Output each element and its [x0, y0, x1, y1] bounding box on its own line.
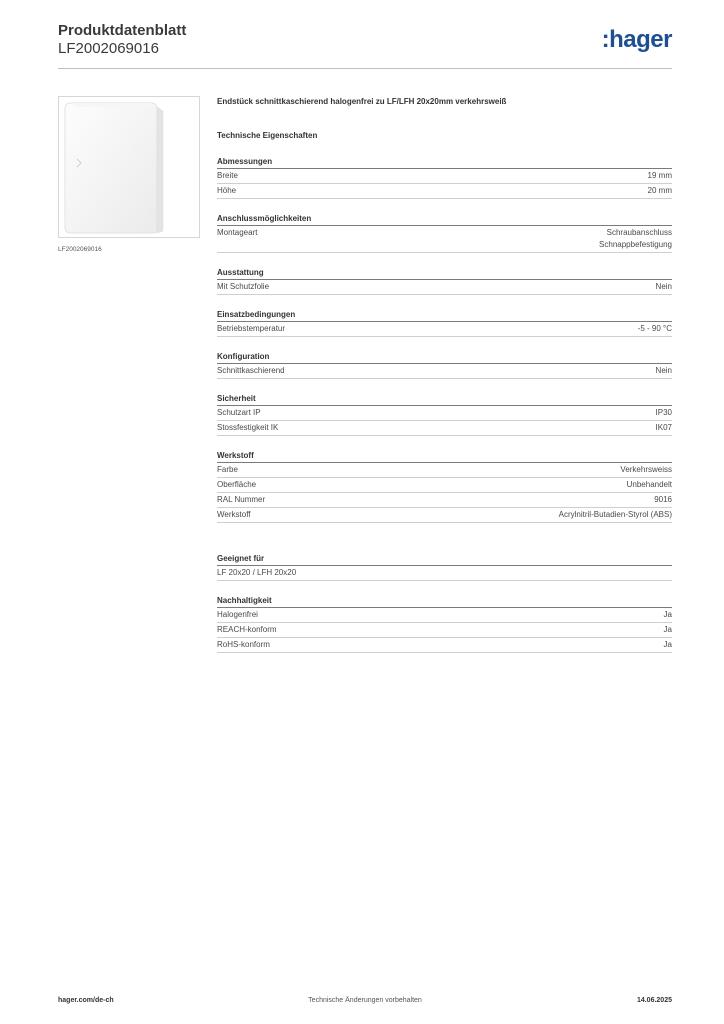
section-werkstoff [217, 450, 672, 523]
spec-label: Höhe [217, 186, 237, 195]
spec-label: Oberfläche [217, 480, 257, 489]
footer-notice: Technische Änderungen vorbehalten [308, 997, 422, 1004]
spec-value: 19 mm [647, 171, 672, 180]
header-divider [58, 68, 672, 69]
page-header [58, 22, 186, 58]
section-title: Geeignet für [217, 553, 672, 566]
spec-value: IK07 [655, 423, 672, 432]
spec-label: Halogenfrei [217, 610, 258, 619]
image-caption: LF2002069016 [58, 246, 102, 253]
spec-value: Acrylnitril-Butadien-Styrol (ABS) [558, 510, 672, 519]
section-title: Einsatzbedingungen [217, 309, 672, 322]
spec-value: Ja [663, 625, 672, 634]
spec-label: Montageart [217, 228, 258, 237]
spec-value: Unbehandelt [626, 480, 672, 489]
spec-row [217, 322, 672, 337]
spec-row [217, 638, 672, 653]
spec-row [217, 493, 672, 508]
section-geeignet-fuer [217, 553, 672, 581]
section-title: Abmessungen [217, 156, 672, 169]
spec-row [217, 421, 672, 436]
product-description: Endstück schnittkaschierend halogenfrei zu LF/LFH 20x20mm verkehrsweiß [217, 97, 507, 106]
spec-value: Ja [663, 610, 672, 619]
spec-label: Farbe [217, 465, 238, 474]
section-title: Nachhaltigkeit [217, 595, 672, 608]
section-title: Werkstoff [217, 450, 672, 463]
spec-label: Werkstoff [217, 510, 251, 519]
section-abmessungen [217, 156, 672, 199]
spec-label: Schnittkaschierend [217, 366, 285, 375]
spec-row [217, 280, 672, 295]
section-anschluss [217, 213, 672, 253]
spec-value [599, 227, 672, 251]
spec-row [217, 623, 672, 638]
spec-label: RoHS-konform [217, 640, 270, 649]
spec-label: LF 20x20 / LFH 20x20 [217, 568, 297, 577]
spec-row [217, 169, 672, 184]
spec-row [217, 364, 672, 379]
hager-logo: :hager [601, 26, 672, 53]
spec-value: 9016 [654, 495, 672, 504]
spec-row [217, 508, 672, 523]
spec-value-line: Schnappbefestigung [599, 240, 672, 249]
spec-value: Nein [655, 366, 672, 375]
spec-label: RAL Nummer [217, 495, 266, 504]
spec-value: Nein [655, 282, 672, 291]
spec-content [217, 96, 672, 653]
spec-label: Breite [217, 171, 238, 180]
spec-value: Ja [663, 640, 672, 649]
spec-value: 20 mm [647, 186, 672, 195]
section-einsatzbedingungen [217, 309, 672, 337]
product-end-cap-image [58, 96, 200, 238]
spec-value-line: Schraubanschluss [606, 228, 672, 237]
spec-row [217, 478, 672, 493]
spec-row [217, 566, 672, 581]
section-ausstattung [217, 267, 672, 295]
spec-label: Mit Schutzfolie [217, 282, 270, 291]
spec-row [217, 608, 672, 623]
section-nachhaltigkeit [217, 595, 672, 653]
section-sicherheit [217, 393, 672, 436]
spec-row [217, 406, 672, 421]
spec-value: -5 - 90 °C [637, 324, 672, 333]
spec-label: Stossfestigkeit IK [217, 423, 279, 432]
section-title: Sicherheit [217, 393, 672, 406]
footer-website-link[interactable]: hager.com/de-ch [58, 997, 114, 1004]
spec-row [217, 184, 672, 199]
article-number: LF2002069016 [58, 40, 159, 57]
spec-row [217, 226, 672, 253]
spec-value: Verkehrsweiss [620, 465, 672, 474]
technical-properties-title: Technische Eigenschaften [217, 131, 318, 140]
spec-row [217, 463, 672, 478]
section-title: Ausstattung [217, 267, 672, 280]
section-title: Anschlussmöglichkeiten [217, 213, 672, 226]
section-konfiguration [217, 351, 672, 379]
spec-label: REACH-konform [217, 625, 277, 634]
section-title: Konfiguration [217, 351, 672, 364]
footer-date: 14.06.2025 [636, 997, 672, 1004]
spec-label: Schutzart IP [217, 408, 261, 417]
spec-label: Betriebstemperatur [217, 324, 286, 333]
spec-value: IP30 [655, 408, 672, 417]
page-title: Produktdatenblatt [58, 22, 187, 39]
